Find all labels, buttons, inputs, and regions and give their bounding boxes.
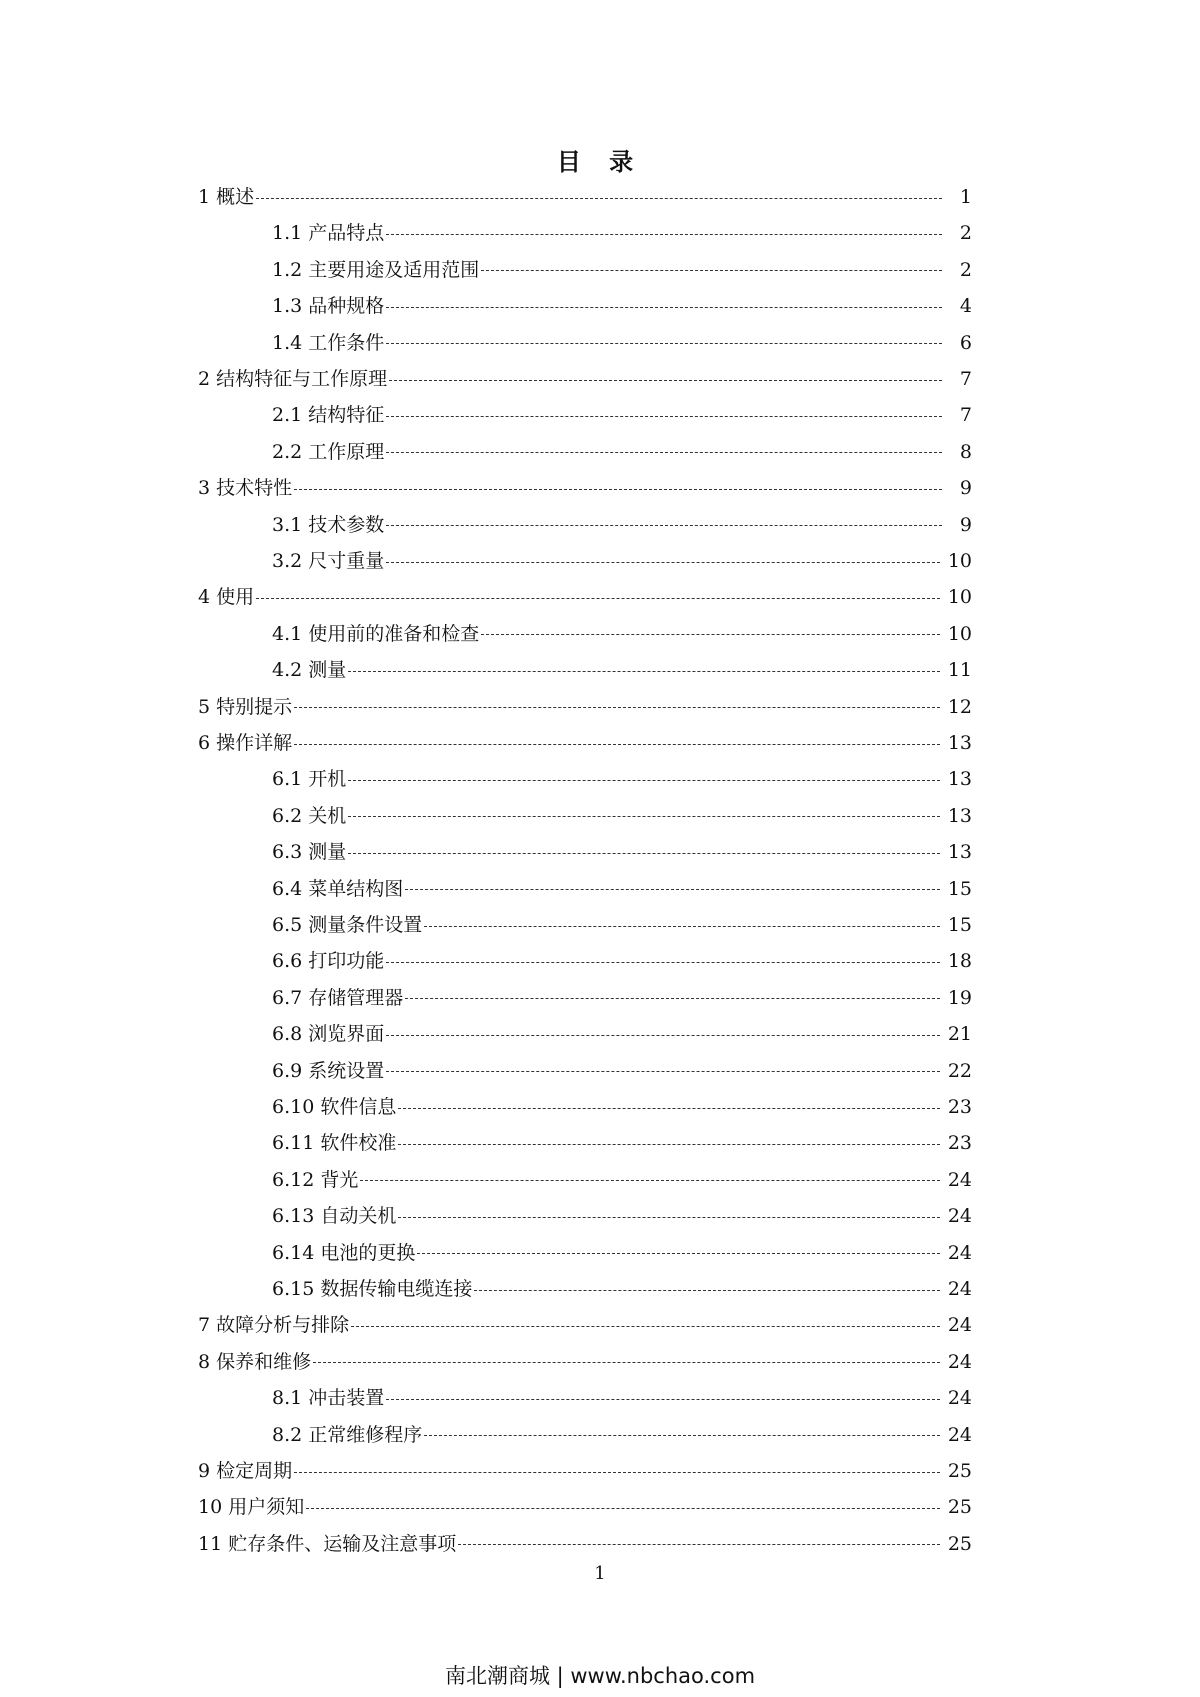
toc-entry-page: 24 [947,1314,972,1337]
toc-entry-title: 6.11 软件校准 [272,1132,397,1155]
toc-entry[interactable] [272,837,972,867]
toc-dotted-leader [424,926,940,927]
toc-entry-page: 24 [947,1387,972,1410]
toc-entry[interactable] [272,328,972,358]
toc-entry-page: 23 [947,1132,972,1155]
toc-entry-page: 25 [947,1496,972,1519]
toc-entry-title: 6.1 开机 [272,768,347,791]
toc-entry[interactable] [272,1092,972,1122]
toc-dotted-leader [348,816,940,817]
toc-entry-title: 11 贮存条件、运输及注意事项 [198,1532,457,1555]
toc-entry-page: 10 [947,622,972,645]
toc-dotted-leader [386,343,942,344]
toc-dotted-leader [294,744,940,745]
toc-entry-title: 6.5 测量条件设置 [272,914,423,936]
toc-entry[interactable] [198,582,972,612]
toc-entry-title: 6.9 系统设置 [272,1059,385,1082]
toc-dotted-leader [386,452,942,453]
toc-dotted-leader [386,307,942,308]
toc-entry-title: 1.1 产品特点 [272,222,385,245]
toc-entry[interactable] [198,1456,972,1486]
toc-entry-page: 24 [947,1423,972,1446]
toc-entry-page: 25 [947,1460,972,1482]
toc-dotted-leader [398,1217,939,1218]
toc-entry[interactable] [272,218,972,248]
toc-entry-page: 13 [947,768,972,791]
toc-entry-page: 13 [947,804,972,827]
toc-dotted-leader [294,707,940,708]
toc-entry[interactable] [272,910,972,940]
toc-entry-page: 13 [947,841,972,864]
toc-dotted-leader [294,1472,940,1473]
toc-dotted-leader [294,489,942,490]
toc-entry-page: 10 [947,550,972,572]
toc-entry-title: 6.10 软件信息 [272,1096,397,1118]
toc-dotted-leader [398,1108,939,1109]
toc-entry-title: 7 故障分析与排除 [198,1314,350,1337]
toc-entry[interactable] [198,473,972,503]
toc-dotted-leader [386,1071,940,1072]
toc-dotted-leader [348,671,940,672]
toc-entry-title: 1.4 工作条件 [272,331,385,354]
toc-entry-page: 13 [947,732,972,754]
toc-entry-title: 6.14 电池的更换 [272,1241,416,1264]
toc-title: 目 录 [556,148,644,176]
toc-entry-title: 4.2 测量 [272,659,347,682]
toc-dotted-leader [424,1435,940,1436]
toc-entry-page: 24 [947,1168,972,1191]
toc-entry[interactable] [272,983,972,1013]
toc-dotted-leader [481,270,942,271]
toc-dotted-leader [256,198,942,199]
toc-entry-page: 8 [959,440,972,463]
toc-entry-page: 9 [959,477,972,500]
toc-entry-page: 24 [947,1241,972,1264]
toc-entry-title: 6.2 关机 [272,804,347,827]
toc-entry[interactable] [272,946,972,976]
toc-entry-page: 25 [947,1532,972,1555]
toc-entry-title: 2.1 结构特征 [272,404,385,427]
toc-entry[interactable] [272,1128,972,1158]
toc-dotted-leader [360,1180,939,1181]
toc-entry[interactable] [272,1383,972,1413]
toc-entry-page: 23 [947,1096,972,1118]
toc-entry[interactable] [272,1201,972,1231]
toc-dotted-leader [348,780,940,781]
toc-entry-page: 24 [947,1205,972,1228]
toc-entry-title: 6.7 存储管理器 [272,986,404,1009]
toc-entry[interactable] [198,728,972,758]
toc-dotted-leader [386,1035,940,1036]
toc-entry[interactable] [272,655,972,685]
toc-dotted-leader [386,962,940,963]
toc-entry[interactable] [272,1238,972,1268]
footer-watermark: 南北潮商城 | www.nbchao.com [444,1664,756,1688]
toc-dotted-leader [306,1508,940,1509]
toc-entry-title: 6.3 测量 [272,841,347,864]
toc-dotted-leader [417,1253,939,1254]
toc-entry-page: 4 [959,295,972,318]
toc-dotted-leader [386,1399,940,1400]
toc-entry-page: 1 [959,186,972,208]
toc-entry[interactable] [272,546,972,576]
toc-entry-page: 15 [947,877,972,900]
page-number: 1 [594,1563,606,1584]
toc-dotted-leader [313,1362,940,1363]
toc-entry-title: 6.12 背光 [272,1168,359,1191]
toc-entry[interactable] [272,1420,972,1450]
toc-entry[interactable] [272,1056,972,1086]
toc-entry-title: 8 保养和维修 [198,1350,312,1373]
toc-entry[interactable] [272,291,972,321]
toc-entry-title: 6.13 自动关机 [272,1205,397,1228]
toc-entry-page: 19 [947,986,972,1009]
toc-dotted-leader [386,416,942,417]
toc-entry-page: 11 [947,659,972,682]
toc-dotted-leader [348,853,940,854]
toc-entry-page: 6 [959,331,972,354]
toc-entry[interactable] [272,1019,972,1049]
toc-entry[interactable] [198,364,972,394]
toc-entry-title: 10 用户须知 [198,1496,305,1519]
toc-entry[interactable] [272,1165,972,1195]
toc-dotted-leader [256,598,940,599]
toc-entry-title: 1.2 主要用途及适用范围 [272,258,480,281]
toc-entry-title: 6.15 数据传输电缆连接 [272,1278,473,1300]
toc-entry-title: 8.1 冲击装置 [272,1387,385,1410]
toc-entry-page: 7 [959,404,972,427]
toc-entry-page: 2 [959,258,972,281]
toc-entry-title: 9 检定周期 [198,1460,293,1482]
toc-entry-title: 2.2 工作原理 [272,440,385,463]
toc-entry[interactable] [198,1347,972,1377]
toc-entry-title: 6.8 浏览界面 [272,1023,385,1046]
toc-entry-title: 1 概述 [198,186,255,208]
toc-dotted-leader [398,1144,939,1145]
toc-entry-title: 8.2 正常维修程序 [272,1423,423,1446]
toc-entry-page: 12 [947,695,972,718]
toc-entry-title: 3.2 尺寸重量 [272,550,385,572]
toc-entry-title: 2 结构特征与工作原理 [198,368,388,390]
toc-dotted-leader [405,889,940,890]
toc-entry-page: 24 [947,1350,972,1373]
toc-entry-title: 6.4 菜单结构图 [272,877,404,900]
toc-entry-page: 21 [947,1023,972,1046]
toc-entry-page: 15 [947,914,972,936]
toc-entry-page: 24 [947,1278,972,1300]
toc-dotted-leader [351,1326,940,1327]
toc-entry[interactable] [272,874,972,904]
toc-entry-page: 22 [947,1059,972,1082]
toc-entry[interactable] [198,1310,972,1340]
toc-entry-title: 4 使用 [198,586,255,609]
toc-entry-page: 18 [947,950,972,973]
toc-entry-title: 3 技术特性 [198,477,293,500]
toc-entry-page: 10 [947,586,972,609]
toc-entry-title: 1.3 品种规格 [272,295,385,318]
toc-entry-title: 3.1 技术参数 [272,513,385,536]
toc-entry[interactable] [272,510,972,540]
toc-entry[interactable] [272,255,972,285]
toc-dotted-leader [458,1544,940,1545]
toc-dotted-leader [386,234,942,235]
toc-entry-title: 6.6 打印功能 [272,950,385,973]
toc-entry-page: 2 [959,222,972,245]
toc-entry[interactable] [198,692,972,722]
toc-entry-title: 6 操作详解 [198,732,293,754]
toc-dotted-leader [481,634,940,635]
toc-entry-title: 5 特别提示 [198,695,293,718]
toc-entry[interactable] [272,437,972,467]
toc-dotted-leader [474,1290,939,1291]
toc-dotted-leader [405,998,940,999]
toc-entry[interactable] [198,182,972,212]
toc-entry[interactable] [272,400,972,430]
toc-dotted-leader [386,525,942,526]
toc-entry[interactable] [272,764,972,794]
toc-dotted-leader [389,380,942,381]
toc-entry[interactable] [272,619,972,649]
toc-entry-page: 9 [959,513,972,536]
toc-dotted-leader [386,562,940,563]
toc-entry[interactable] [272,801,972,831]
toc-entry[interactable] [198,1492,972,1522]
toc-entry-title: 4.1 使用前的准备和检查 [272,622,480,645]
toc-entry-page: 7 [959,368,972,390]
toc-entry[interactable] [198,1529,972,1559]
toc-entry[interactable] [272,1274,972,1304]
